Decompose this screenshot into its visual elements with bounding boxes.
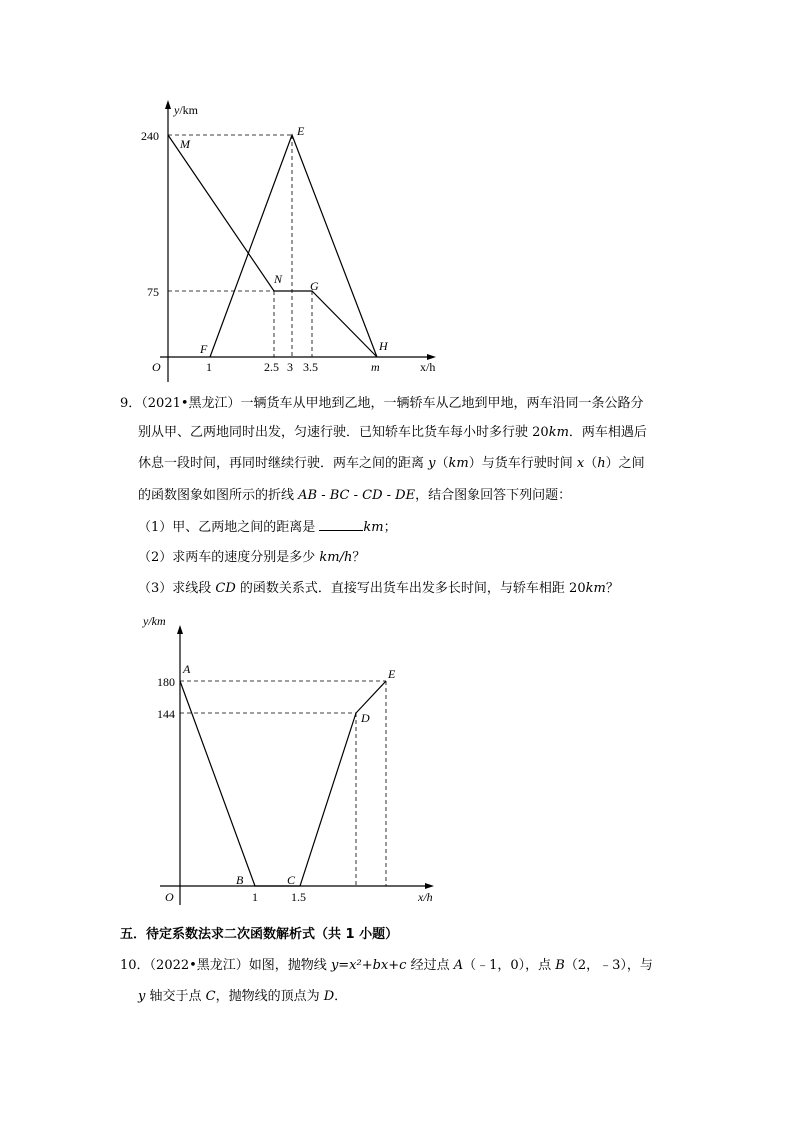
fig2-x-arrow: [425, 883, 434, 889]
fig1-point-m: m: [371, 360, 380, 374]
p9-q1-unit: km: [363, 520, 384, 535]
problem9-line3: [138, 455, 645, 473]
fig2-tick-180: 180: [157, 675, 175, 689]
fig1-tick-3: 3: [287, 360, 293, 374]
fig2-point-B: B: [236, 873, 244, 887]
p9-l4-path: AB - BC - CD - DE: [298, 488, 416, 503]
fig1-tick-3.5: 3.5: [303, 360, 318, 374]
problem9-line1: 9．（2021•黑龙江）一辆货车从甲地到乙地，一辆轿车从乙地到甲地，两车沿同一条公路分: [120, 396, 644, 411]
p9-q3-c: ？: [605, 581, 619, 596]
p9-q2-b: ？: [352, 550, 366, 565]
problem9-line2: [138, 424, 647, 442]
p10-l2-C: C: [205, 989, 216, 1004]
p10-l1-a: 10．（2022•黑龙江）如图，抛物线: [120, 958, 331, 973]
p9-l4-b: ，结合图象回答下列问题：: [415, 488, 572, 503]
p9-q1-a: （1）甲、乙两地之间的距离是: [138, 520, 320, 535]
fig1-point-N: N: [274, 272, 283, 286]
fig2-tick-144: 144: [157, 707, 175, 721]
p10-l2-c: ．: [334, 989, 348, 1004]
p10-l1-B: B: [555, 958, 565, 973]
problem9-question3: [138, 580, 619, 598]
fig1-point-H: H: [379, 339, 388, 353]
figure-1-graph: [0, 0, 794, 400]
problem9-question2: [138, 549, 365, 567]
p9-l3-km: km: [448, 456, 469, 471]
p10-l2-b: ，抛物线的顶点为: [215, 989, 324, 1004]
p10-l2-a: 轴交于点: [145, 989, 206, 1004]
p9-l3-x: x: [576, 456, 585, 471]
fig1-tick-2.5: 2.5: [264, 360, 279, 374]
p10-l1-eq: y=x²+bx+c: [330, 958, 407, 973]
p9-q3-unit: km: [585, 581, 606, 596]
fig1-point-F: F: [200, 342, 208, 356]
fig1-origin-label: O: [152, 360, 161, 374]
fig1-point-M: M: [180, 137, 190, 151]
fig1-tick-1: 1: [206, 360, 212, 374]
fig1-point-G: G: [310, 279, 319, 293]
fig2-origin-label: O: [165, 890, 174, 904]
p9-l4-a: 的函数图象如图所示的折线: [138, 488, 299, 503]
p10-l1-b: 经过点: [406, 958, 454, 973]
fig2-line-ABCDE: [180, 681, 386, 886]
fig1-line-MNGH: [168, 135, 377, 357]
answer-blank[interactable]: [319, 518, 363, 531]
fig2-point-E: E: [388, 667, 396, 681]
fig2-point-A: A: [183, 662, 191, 676]
problem10-line1: [120, 957, 653, 975]
fig2-y-arrow: [177, 625, 183, 634]
p9-q2-unit: km/h: [319, 550, 353, 565]
fig2-point-C: C: [287, 873, 296, 887]
p9-l3-e: ）之间: [605, 456, 645, 471]
fig1-point-E: E: [297, 124, 305, 138]
fig1-line-FEH: [210, 135, 377, 357]
p9-q1-b: ；: [383, 520, 397, 535]
p9-l3-d: （: [584, 456, 598, 471]
p9-l3-y: y: [428, 456, 436, 471]
fig1-tick-240: 240: [141, 129, 159, 143]
fig2-tick-1.5: 1.5: [291, 890, 306, 904]
problem9-line4: [138, 487, 571, 505]
problem9-line2-text-end: ．两车相遇后: [568, 425, 647, 440]
p10-l2-y: y: [138, 989, 146, 1004]
fig1-y-arrow: [165, 100, 171, 109]
problem9-line2-unit: km: [548, 425, 569, 440]
fig2-x-axis-label: x/h: [418, 890, 433, 904]
fig1-x-axis-label: x/h: [420, 360, 436, 374]
fig1-tick-75: 75: [147, 285, 159, 299]
fig2-tick-1: 1: [252, 890, 258, 904]
problem9-question1: [138, 518, 397, 537]
p10-l1-d: （2，﹣3），与: [564, 958, 653, 973]
p9-l3-h: h: [597, 456, 606, 471]
problem10-line2: [138, 988, 347, 1006]
p9-q3-b: 的函数关系式．直接写出货车出发多长时间，与轿车相距 20: [235, 581, 586, 596]
p9-q2-a: （2）求两车的速度分别是多少: [138, 550, 320, 565]
fig2-point-D: D: [361, 711, 370, 725]
problem9-line2-text: 别从甲、乙两地同时出发，匀速行驶．已知轿车比货车每小时多行驶 20: [138, 425, 549, 440]
fig2-y-axis-label: y/km: [143, 614, 166, 628]
p9-q3-seg: CD: [215, 581, 236, 596]
p9-l3-a: 休息一段时间，再同时继续行驶．两车之间的距离: [138, 456, 429, 471]
section-5-title: 五．待定系数法求二次函数解析式（共 1 小题）: [120, 927, 399, 942]
p10-l1-A: A: [453, 958, 464, 973]
p9-l3-b: （: [435, 456, 449, 471]
p10-l2-D: D: [323, 989, 335, 1004]
p9-q3-a: （3）求线段: [138, 581, 216, 596]
p10-l1-c: （﹣1，0），点: [463, 958, 556, 973]
fig1-y-axis-label: y/km: [174, 103, 198, 117]
p9-l3-c: ）与货车行驶时间: [468, 456, 577, 471]
